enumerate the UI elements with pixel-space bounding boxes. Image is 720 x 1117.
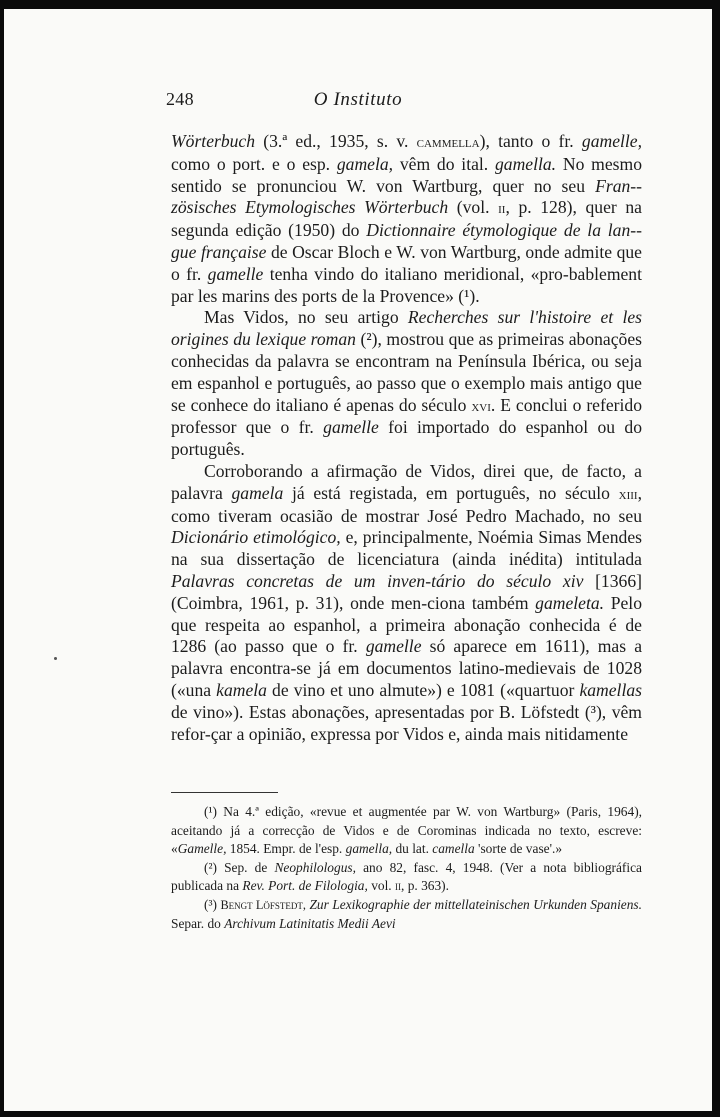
- paragraph-1: Wörterbuch (3.ª ed., 1935, s. v. cammella), tanto o fr. gamelle, como o port. e o esp. gamela, vêm do ital. gamella. No mesmo sentido se pronunciou W. von Wartburg, quer no seu Fran-zösisches Etymologisches Wörterbuch (vol. ii, p. 128), quer na segunda edição (1950) do Dictionnaire étymologique de la lan-gue française de Oscar Bloch e W. von Wartburg, onde admite que o fr. gamelle tenha vindo do italiano meridional, «pro-bablement par les marins des ports de la Provence» (¹).: [171, 131, 642, 306]
- margin-speck: [54, 657, 57, 660]
- main-text: [171, 131, 642, 745]
- footnote-3: (³) Bengt Löfstedt, Zur Lexikographie der mittellateinischen Urkunden Spaniens. Separ. do Archivum Latinitatis Medii Aevi: [171, 896, 642, 931]
- paragraph-2: Mas Vidos, no seu artigo Recherches sur l'histoire et les origines du lexique roman (²), mostrou que as primeiras abonações conhecidas da palavra se encontram na Península Ibérica, ou seja em espanhol e português, ao passo que o exemplo mais antigo que se conhece do italiano é apenas do século xvi. E conclui o referido professor que o fr. gamelle foi importado do espanhol ou do português.: [171, 307, 643, 460]
- page-header: [4, 89, 712, 119]
- running-title: O Instituto: [313, 89, 403, 110]
- paragraph-3: Corroborando a afirmação de Vidos, direi que, de facto, a palavra gamela já está registada, em português, no século xiii, como tiveram ocasião de mostrar José Pedro Machado, no seu Dicionário etimológico, e, principalmente, Noémia Simas Mendes na sua dissertação de licenciatura (ainda inédita) intitulada Palavras concretas de um inven-tário do século xiv [1366] (Coimbra, 1961, p. 31), onde men-ciona também gameleta. Pelo que respeita ao espanhol, a primeira abonação conhecida é de 1286 (ao passo que o fr. gamelle só aparece em 1611), mas a palavra encontra-se já em documentos latino-medievais de 1028 («una kamela de vino et uno almute») e 1081 («quartuor kamellas de vino»). Estas abonações, apresentadas por B. Löfstedt (³), vêm refor-çar a opinião, expressa por Vidos e, ainda mais nitidamente: [171, 460, 643, 744]
- footnote-1: (¹) Na 4.ª edição, «revue et augmentée par W. von Wartburg» (Paris, 1964), aceitando já a correcção de Vidos e de Corominas indicada no texto, escreve: «Gamelle, 1854. Empr. de l'esp. gamella, du lat. camella 'sorte de vase'.»: [171, 804, 642, 857]
- footnote-2: (²) Sep. de Neophilologus, ano 82, fasc. 4, 1948. (Ver a nota bibliográfica publicada na Rev. Port. de Filologia, vol. ii, p. 363).: [171, 859, 642, 894]
- page-number: 248: [166, 89, 194, 109]
- book-page: [4, 9, 712, 1111]
- footnotes: [171, 803, 642, 933]
- footnote-divider: [171, 792, 278, 793]
